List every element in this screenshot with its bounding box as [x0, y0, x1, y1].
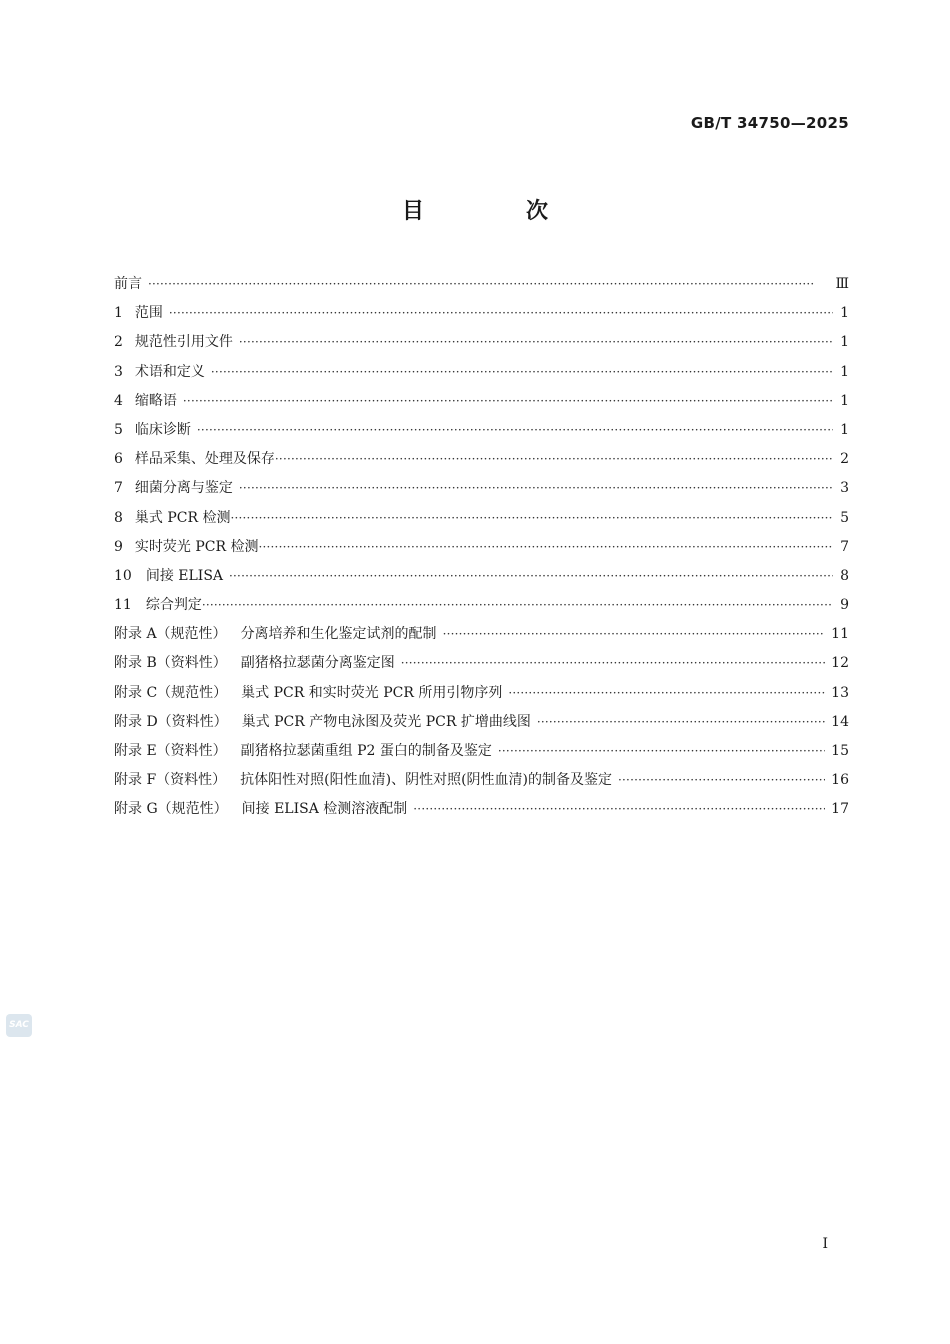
dot-leader	[239, 474, 833, 503]
toc-entry-10[interactable]	[114, 562, 849, 591]
page-number: I	[822, 1236, 828, 1252]
toc-entry-annex-c[interactable]	[114, 679, 849, 708]
toc-entry-page: 2	[840, 451, 849, 468]
toc-entry-page: Ⅲ	[835, 276, 849, 292]
toc-entry-page: 9	[840, 597, 849, 614]
toc-entry-title: 规范性引用文件	[134, 334, 233, 351]
toc-entry-title: 副猪格拉瑟菌重组 P2 蛋白的制备及鉴定	[240, 743, 492, 759]
toc-entry-number: 2	[114, 334, 123, 351]
toc-entry-annex-d[interactable]	[114, 708, 849, 737]
toc-entry-title: 巢式 PCR 和实时荧光 PCR 所用引物序列	[241, 684, 503, 701]
table-of-contents	[114, 270, 849, 825]
toc-entry-page: 17	[831, 801, 849, 818]
toc-entry-number: 7	[114, 480, 123, 497]
toc-entry-number: 8	[114, 509, 123, 526]
toc-entry-page: 3	[840, 480, 849, 497]
toc-entry-number: 3	[114, 363, 123, 380]
dot-leader	[413, 795, 825, 824]
toc-entry-2[interactable]	[114, 328, 849, 357]
toc-entry-page: 1	[840, 334, 849, 351]
toc-entry-page: 8	[840, 567, 849, 584]
toc-entry-title: 分离培养和生化鉴定试剂的配制	[240, 626, 437, 643]
toc-entry-page: 7	[840, 538, 849, 555]
toc-entry-8[interactable]	[114, 504, 849, 533]
dot-leader	[508, 679, 825, 708]
toc-entry-3[interactable]	[114, 358, 849, 387]
standard-number: GB/T 34750—2025	[690, 114, 849, 132]
toc-entry-title: 综合判定	[145, 597, 202, 614]
dot-leader	[169, 299, 833, 328]
toc-entry-title: 临床诊断	[134, 421, 191, 438]
toc-entry-number: 5	[114, 421, 123, 438]
toc-entry-title: 术语和定义	[134, 363, 205, 380]
toc-entry-foreword[interactable]	[114, 270, 849, 299]
dot-leader	[401, 649, 825, 678]
toc-entry-page: 15	[831, 743, 849, 759]
dot-leader	[498, 737, 825, 766]
toc-entry-4[interactable]	[114, 387, 849, 416]
dot-leader	[197, 416, 833, 445]
page-title: 目 次	[401, 199, 588, 224]
toc-entry-page: 16	[831, 772, 849, 789]
toc-entry-title: 抗体阳性对照(阳性血清)、阴性对照(阴性血清)的制备及鉴定	[240, 772, 613, 789]
toc-entry-number: 附录 G（规范性）	[114, 801, 228, 818]
toc-entry-title: 巢式 PCR 产物电泳图及荧光 PCR 扩增曲线图	[241, 713, 531, 730]
toc-entry-11[interactable]	[114, 591, 849, 620]
toc-entry-number: 1	[114, 305, 123, 322]
toc-entry-page: 12	[831, 655, 849, 672]
dot-leader	[183, 387, 833, 416]
toc-entry-1[interactable]	[114, 299, 849, 328]
toc-entry-9[interactable]	[114, 533, 849, 562]
toc-entry-title: 样品采集、处理及保存	[134, 451, 275, 468]
toc-entry-annex-b[interactable]	[114, 649, 849, 678]
toc-entry-6[interactable]	[114, 445, 849, 474]
toc-entry-annex-f[interactable]	[114, 766, 849, 795]
toc-entry-page: 1	[840, 305, 849, 322]
toc-entry-number: 附录 D（资料性）	[114, 713, 228, 730]
dot-leader	[231, 504, 834, 533]
toc-entry-title: 范围	[134, 305, 163, 322]
dot-leader	[618, 766, 825, 795]
toc-entry-page: 1	[840, 363, 849, 380]
toc-entry-number: 4	[114, 392, 123, 409]
toc-entry-annex-e[interactable]	[114, 737, 849, 766]
toc-entry-title: 前言	[114, 276, 142, 292]
toc-entry-number: 附录 C（规范性）	[114, 684, 228, 701]
toc-entry-number: 附录 A（规范性）	[114, 626, 227, 643]
toc-entry-title: 细菌分离与鉴定	[134, 480, 233, 497]
toc-entry-title: 缩略语	[134, 392, 177, 409]
toc-entry-number: 附录 F（资料性）	[114, 772, 227, 789]
dot-leader	[229, 562, 833, 591]
toc-entry-annex-a[interactable]	[114, 620, 849, 649]
toc-entry-5[interactable]	[114, 416, 849, 445]
toc-entry-7[interactable]	[114, 474, 849, 503]
toc-entry-number: 6	[114, 451, 123, 468]
toc-entry-page: 13	[831, 684, 849, 701]
dot-leader	[202, 591, 833, 620]
toc-entry-title: 副猪格拉瑟菌分离鉴定图	[240, 655, 395, 672]
toc-entry-number: 11	[114, 597, 132, 614]
dot-leader	[275, 445, 833, 474]
dot-leader	[211, 358, 833, 387]
sac-watermark: SAC	[6, 1014, 32, 1037]
toc-entry-title: 实时荧光 PCR 检测	[134, 538, 259, 555]
toc-entry-page: 1	[840, 392, 849, 409]
toc-entry-title: 间接 ELISA 检测溶液配制	[241, 801, 408, 818]
toc-entry-number: 附录 E（资料性）	[114, 743, 227, 759]
dot-leader	[239, 328, 833, 357]
toc-entry-title: 间接 ELISA	[145, 567, 224, 584]
toc-entry-number: 附录 B（资料性）	[114, 655, 227, 672]
toc-entry-number: 10	[114, 567, 132, 584]
toc-entry-page: 1	[840, 421, 849, 438]
toc-entry-page: 14	[831, 713, 849, 730]
toc-entry-title: 巢式 PCR 检测	[134, 509, 231, 526]
toc-entry-annex-g[interactable]	[114, 795, 849, 824]
toc-entry-page: 11	[831, 626, 849, 643]
toc-entry-number: 9	[114, 538, 123, 555]
toc-entry-page: 5	[840, 509, 849, 526]
dot-leader	[537, 708, 825, 737]
dot-leader	[259, 533, 834, 562]
dot-leader	[443, 620, 826, 649]
dot-leader	[148, 270, 829, 299]
